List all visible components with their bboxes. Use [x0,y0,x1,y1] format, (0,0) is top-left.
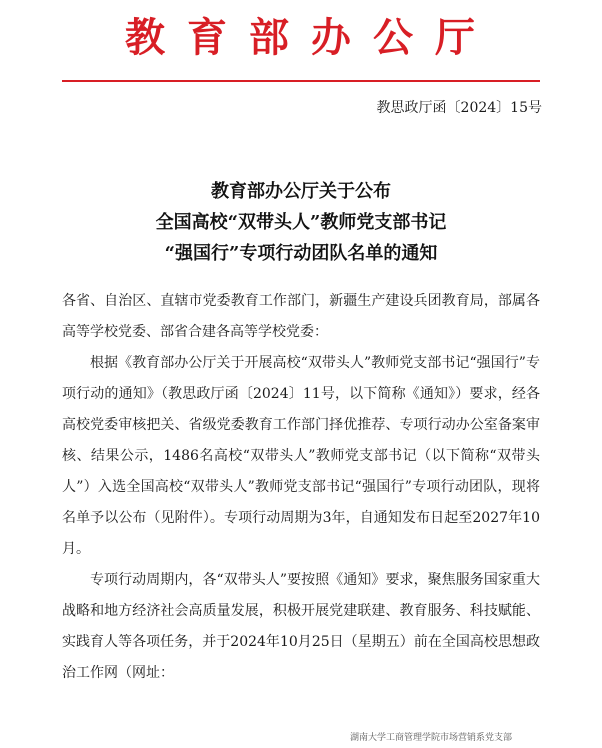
title-line-1: 教育部办公厅关于公布 [211,181,391,202]
masthead-title: 教育部办公厅 [125,14,497,61]
title-line-3: “强国行”专项行动团队名单的通知 [164,243,438,264]
body-paragraph-2: 专项行动周期内，各“双带头人”要按照《通知》要求，聚焦服务国家重大战略和地方经济社会高质量发展，积极开展党建联建、教育服务、科技赋能、实践育人等各项任务，并于2024年10月25日（星期五）前在全国高校思想政治工作网（网址： [62,572,540,681]
salutation-paragraph: 各省、自治区、直辖市党委教育工作部门，新疆生产建设兵团教育局，部属各高等学校党委、部省合建各高等学校党委： [62,293,540,340]
title-line-2: 全国高校“双带头人”教师党支部书记 [155,212,447,233]
red-divider-line [62,80,540,82]
document-body [62,286,540,689]
footer-source-label: 湖南大学工商管理学院市场营销系党支部 [350,733,513,743]
document-title [0,176,602,269]
body-paragraph-1: 根据《教育部办公厅关于开展高校“双带头人”教师党支部书记“强国行”专项行动的通知》（教思政厅函〔2024〕11号，以下简称《通知》）要求，经各高校党委审核把关、省级党委教育工作部门择优推荐、专项行动办公室备案审核、结果公示，1486名高校“双带头人”教师党支部书记（以下简称“双带头人”）入选全国高校“双带头人”教师党支部书记“强国行”专项行动团队，现将名单予以公布（见附件）。专项行动周期为3年，自通知发布日起至2027年10月。 [62,355,540,557]
document-number: 教思政厅函〔2024〕15号 [376,100,542,116]
